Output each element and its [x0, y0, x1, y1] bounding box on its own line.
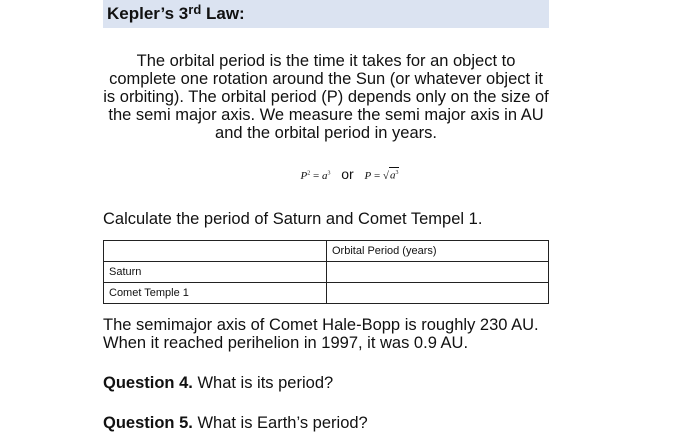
formula-equals-root: =: [373, 170, 381, 182]
formula-radicand-exponent: 3: [395, 170, 399, 177]
table-row: [104, 283, 549, 304]
formula-equals: =: [313, 170, 320, 182]
table-cell-period[interactable]: [327, 283, 549, 304]
table-row: [104, 262, 549, 283]
table-header-cell: Orbital Period (years): [327, 241, 549, 262]
formula-radicand: [389, 167, 400, 181]
table-cell-object: Comet Temple 1: [104, 283, 327, 304]
table-header-cell: [104, 241, 327, 262]
table-cell-period[interactable]: [327, 262, 549, 283]
calculate-heading: Calculate the period of Saturn and Comet Tempel 1.: [103, 210, 483, 228]
kepler-formula: [0, 166, 700, 182]
period-table: [103, 240, 549, 304]
question-text: What is its period?: [192, 374, 334, 392]
formula-p-exponent: 2: [307, 170, 311, 177]
question-4: [103, 374, 333, 393]
radical-icon: √: [382, 170, 389, 182]
formula-or: or: [341, 166, 354, 182]
question-label: Question 4.: [103, 374, 193, 392]
table-header-row: [104, 241, 549, 262]
title-suffix: Law:: [201, 4, 245, 23]
formula-p-root: P: [364, 170, 372, 182]
formula-radicand-a: a: [389, 170, 396, 182]
formula-a: a: [322, 170, 328, 182]
formula-p: P: [300, 170, 308, 182]
page-title: [107, 4, 245, 24]
title-superscript: rd: [188, 2, 202, 17]
hale-bopp-paragraph: The semimajor axis of Comet Hale-Bopp is roughly 230 AU. When it reached perihelion in 1997, it was 0.9 AU.: [103, 316, 539, 352]
intro-paragraph: The orbital period is the time it takes for an object to complete one rotation around the Sun (or whatever object it is orbiting). The orbital period (P) depends only on the size of the semi major axis. We measure the semi major axis in AU and the orbital period in years.: [103, 52, 549, 142]
formula-a-exponent: 3: [327, 170, 331, 177]
title-prefix: Kepler’s 3: [107, 4, 189, 23]
question-5: [103, 414, 368, 433]
table-cell-object: Saturn: [104, 262, 327, 283]
question-text: What is Earth’s period?: [192, 414, 368, 432]
question-label: Question 5.: [103, 414, 193, 432]
